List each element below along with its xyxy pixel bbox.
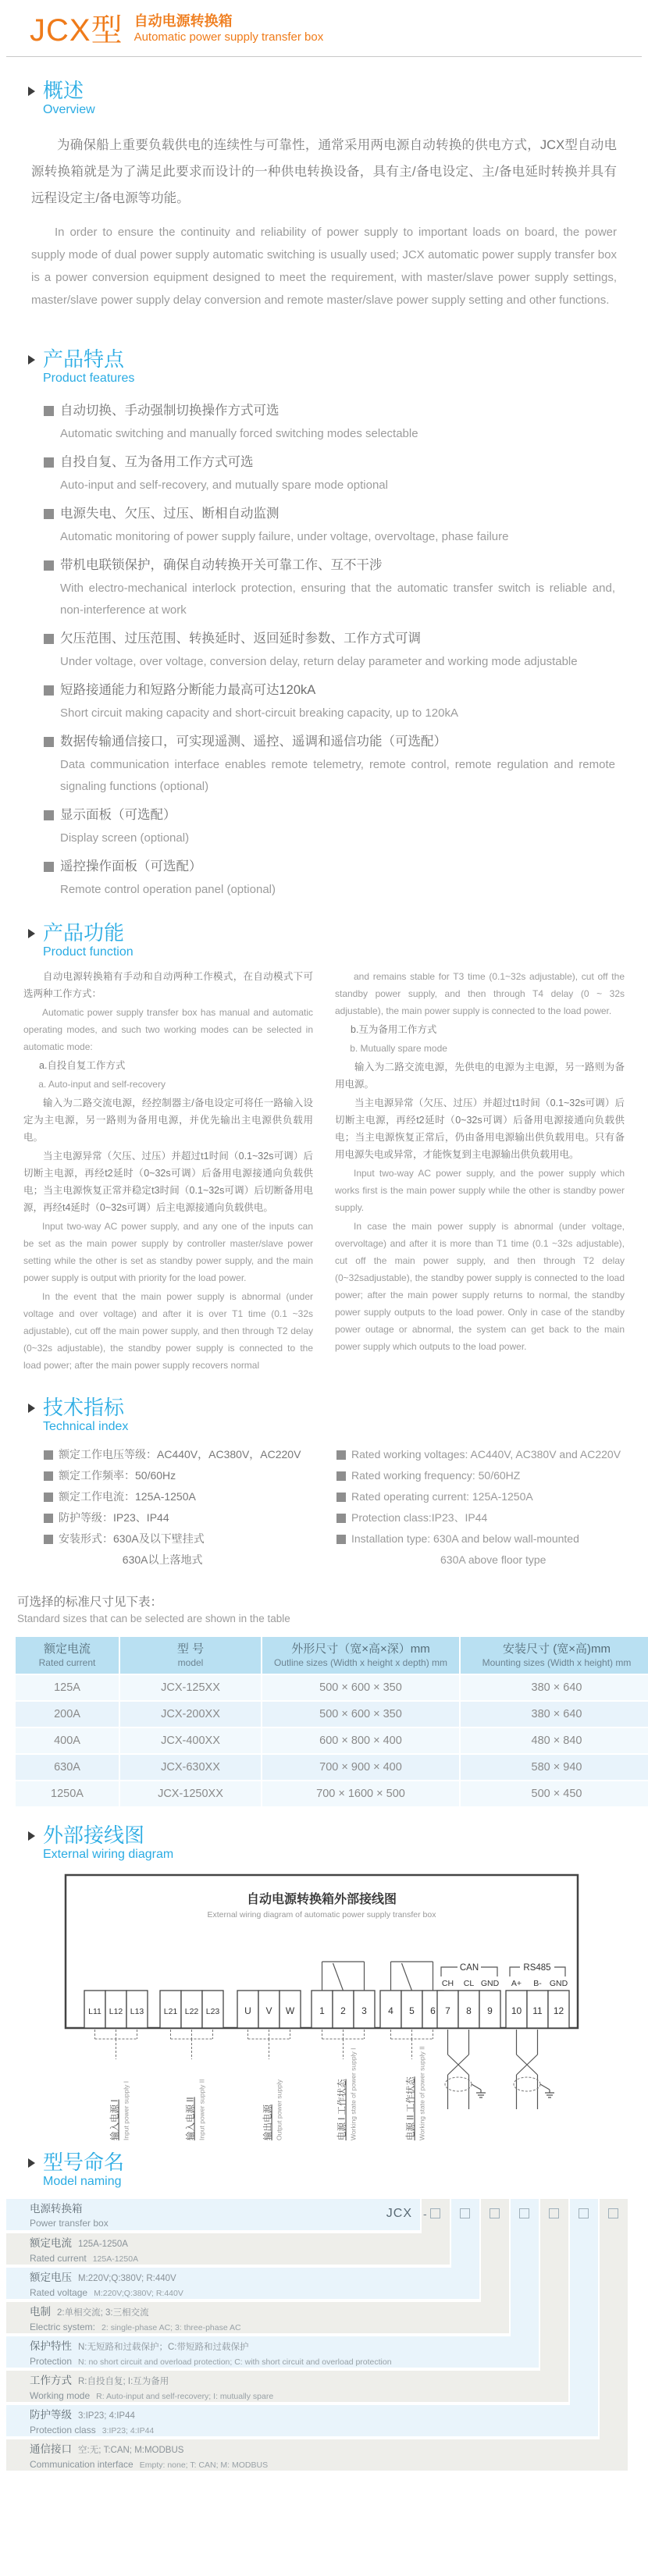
sizes-table-cell: 580 × 940: [461, 1755, 648, 1780]
naming-row-en-label: Working mode: [30, 2390, 91, 2401]
square-bullet-icon: [44, 457, 54, 468]
feature-text-en: With electro-mechanical interlock protection, ensuring that the automatic transfer switch is reliable and, non-interference at work: [60, 582, 615, 617]
naming-row-en-label: Protection: [30, 2356, 73, 2367]
naming-row-zh-label: 工作方式: [30, 2375, 72, 2386]
sizes-table-cell: 400A: [16, 1728, 119, 1753]
function-paragraph: b. Mutually spare mode: [350, 1043, 447, 1054]
square-bullet-icon: [44, 560, 54, 571]
function-title-en: Product function: [43, 945, 134, 959]
feature-line-zh: [44, 450, 620, 475]
sizes-header-zh: 型 号: [176, 1642, 205, 1656]
naming-row-en: [30, 2321, 509, 2333]
rs485-pin-label: GND: [549, 1979, 568, 1988]
naming-column-stripe: [540, 2199, 568, 2402]
sizes-table-cell: 380 × 640: [461, 1702, 648, 1727]
naming-row-zh-desc: 2:单相交流; 3:三相交流: [57, 2308, 149, 2318]
square-bullet-icon: [44, 509, 54, 519]
tech-index-item: [336, 1507, 629, 1528]
sizes-table-cell: 380 × 640: [461, 1675, 648, 1700]
square-bullet-icon: [336, 1450, 346, 1460]
tech-index-subtext: 630A above floor type: [440, 1553, 547, 1566]
tech-index-text: 额定工作频率：50/60Hz: [59, 1469, 176, 1482]
sizes-table-body: [16, 1675, 648, 1806]
naming-row: [6, 2199, 420, 2230]
wiring-group-label-en: Output power supply: [275, 2080, 283, 2140]
wiring-group-label-en: Input power supply II: [198, 2079, 206, 2140]
feature-line-zh: [44, 553, 620, 578]
wiring-group-label-en: Input power supply I: [122, 2080, 130, 2140]
terminal-label: 2: [340, 2005, 346, 2016]
naming-row-en: [30, 2217, 420, 2229]
naming-placeholder-box: [519, 2208, 529, 2218]
naming-dash: -: [423, 2208, 427, 2220]
tech-columns: [44, 1444, 629, 1571]
tech-column-en: [336, 1444, 629, 1571]
square-bullet-icon: [44, 634, 54, 644]
sizes-header-en: Rated current: [38, 1657, 96, 1668]
naming-row-en-desc: M:220V;Q:380V; R:440V: [94, 2289, 183, 2298]
naming-placeholder-box: [549, 2208, 559, 2218]
wiring-group-label-zh: 电源 I 工作状态: [337, 2079, 347, 2140]
feature-line-zh: [44, 502, 620, 526]
feature-text-en: Under voltage, over voltage, conversion delay, return delay parameter and working mode adjustable: [60, 655, 578, 668]
sizes-table-cell: 1250A: [16, 1781, 119, 1806]
naming-row: [6, 2336, 539, 2368]
function-columns: [23, 968, 625, 1375]
function-paragraph: In case the main power supply is abnormal (under voltage, overvoltage) and after it is more than T1 time (0.1 ~32s adjustable), cut off the main power supply, and then through T2 delay (0~32sadjustable), the standby power supply is connected to the load power; after the main power supply returns to normal, the standby power supply outputs to the load power. Only in case of the standby power outage or abnormal, the system can get back to the main power supply which outputs to the load power.: [335, 1221, 625, 1352]
function-paragraph: b.互为备用工作方式: [351, 1024, 437, 1035]
feature-line-zh: [44, 627, 620, 651]
feature-text-zh: 欠压范围、过压范围、转换延时、返回延时参数、工作方式可调: [60, 632, 421, 646]
can-bracket: [481, 1967, 497, 1976]
terminal-label: L23: [205, 2007, 220, 2016]
tech-index-item: [44, 1465, 336, 1486]
feature-line-zh: [44, 730, 620, 754]
square-bullet-icon: [44, 1514, 53, 1523]
feature-line-zh: [44, 803, 620, 827]
naming-column-stripe: [570, 2199, 598, 2436]
naming-row-en-label: Rated current: [30, 2253, 87, 2264]
features-title-zh: 产品特点: [43, 347, 125, 371]
section-arrow-icon: [28, 1404, 35, 1413]
terminal-label: 11: [532, 2005, 543, 2016]
terminal-label: 10: [511, 2005, 522, 2016]
sizes-table-cell: 200A: [16, 1702, 119, 1727]
naming-row-zh-label: 保护特性: [30, 2340, 72, 2352]
naming-row-en: [30, 2355, 539, 2368]
section-naming-header: [0, 2151, 648, 2190]
can-pin-label: CH: [441, 1979, 454, 1988]
feature-text-zh: 带机电联锁保护，确保自动转换开关可靠工作、互不干涉: [60, 558, 383, 572]
overview-paragraph-en: In order to ensure the continuity and reliability of power supply to important loads on board, the power supply mode of dual power supply automatic switching is usually used; JCX automatic power supply transfer box is a power conversion equipment designed to meet the requirement, with master/slave power supply settings, master/slave power supply delay conversion and remote master/slave power supply setting and other functions.: [31, 226, 617, 307]
naming-row: [6, 2268, 479, 2299]
sizes-table-head: [16, 1637, 648, 1674]
terminal-label: 6: [430, 2005, 436, 2016]
naming-row-zh-label: 额定电压: [30, 2272, 72, 2283]
tech-index-text: Protection class:IP23、IP44: [351, 1511, 488, 1524]
naming-row-zh-label: 电源转换箱: [30, 2203, 83, 2215]
terminal-label: V: [265, 2005, 272, 2016]
section-arrow-icon: [28, 1831, 35, 1841]
tech-index-item: [336, 1528, 629, 1550]
sizes-table-cell: 700 × 1600 × 500: [262, 1781, 459, 1806]
square-bullet-icon: [44, 1493, 53, 1502]
sizes-table-header: [16, 1637, 119, 1674]
function-paragraph: 当主电源异常（欠压、过压）并超过t1时间（0.1~32s可调）后切断主电源，再经t2延时（0~32s可调）后备用电源接通向负载供电；当主电源恢复正常后，仍由备用电源输出供负载用电。只有备用电源失电或异常，才能恢复到主电源输出供负载用电。: [335, 1098, 625, 1160]
terminal-label: L21: [163, 2007, 178, 2016]
sizes-table: [14, 1635, 648, 1808]
feature-text-zh: 自投自复、互为备用工作方式可选: [60, 455, 254, 469]
contact-blade: [333, 1963, 344, 1991]
table-row: [16, 1755, 648, 1780]
naming-row-zh-desc: 3:IP23; 4:IP44: [78, 2411, 135, 2421]
terminal-label: 5: [409, 2005, 415, 2016]
feature-item: [44, 803, 620, 849]
feature-item: [44, 627, 620, 673]
sizes-table-cell: 500 × 450: [461, 1781, 648, 1806]
feature-line-zh: [44, 678, 620, 703]
naming-row-zh-desc: 125A-1250A: [78, 2240, 128, 2249]
naming-title-en: Model naming: [43, 2175, 122, 2188]
feature-text-zh: 显示面板（可选配）: [60, 808, 176, 822]
section-function-header: [0, 921, 648, 960]
sizes-table-cell: 500 × 600 × 350: [262, 1675, 459, 1700]
terminal-label: 7: [445, 2005, 450, 2016]
naming-row: [6, 2439, 628, 2471]
naming-row-zh: [30, 2442, 628, 2458]
naming-column-stripe: [481, 2199, 509, 2333]
feature-line-zh: [44, 399, 620, 423]
square-bullet-icon: [44, 1471, 53, 1481]
model-naming-ladder: [0, 2199, 648, 2474]
terminal-label: 1: [319, 2005, 325, 2016]
wiring-diagram-container: [0, 1869, 648, 2147]
terminal-label: 4: [388, 2005, 393, 2016]
sizes-table-cell: JCX-200XX: [120, 1702, 261, 1727]
table-row: [16, 1702, 648, 1727]
terminal-label: 12: [553, 2005, 564, 2016]
feature-text-zh: 电源失电、欠压、过压、断相自动监测: [60, 507, 279, 521]
function-paragraph: 输入为二路交流电源，经控制器主/备电设定可将任一路输入设定为主电源，另一路则为备用电源，并优先输出主电源供负载用电。: [23, 1098, 313, 1143]
rs485-bracket: [510, 1967, 520, 1976]
function-paragraph: Input two-way AC power supply, and any one of the inputs can be set as the main power supply by controller master/slave power setting while the other is set as standby power supply, and the main power supply is output with priority for the load power.: [23, 1221, 313, 1283]
naming-row-zh-label: 通信接口: [30, 2443, 72, 2455]
function-paragraph: In the event that the main power supply is abnormal (under voltage and over voltage) and after it is over T1 time (0.1 ~32s adjustable), cut off the main power supply, and then through T2 delay (0~32s adjustable), the standby power supply is connected to the load power; after the main power supply recovers normal: [23, 1291, 313, 1371]
table-row: [16, 1675, 648, 1700]
contact-symbol: [391, 1962, 433, 1991]
page-header: [0, 0, 648, 46]
naming-row-zh-desc: R:自投自复; I:互为备用: [78, 2377, 169, 2386]
table-row: [16, 1781, 648, 1806]
can-pin-label: CL: [463, 1979, 475, 1988]
section-overview-header: [0, 79, 648, 118]
product-model-title: JCX型: [30, 13, 123, 48]
function-paragraph: and remains stable for T3 time (0.1~32s adjustable), cut off the standby power supply, and then through T4 delay (0 ~ 32s adjustable), the main power supply is connected to the load power.: [335, 971, 625, 1016]
feature-item: [44, 553, 620, 621]
naming-row-en-desc: 2: single-phase AC; 3: three-phase AC: [101, 2323, 241, 2332]
tech-index-subtext: 630A以上落地式: [122, 1553, 203, 1566]
function-paragraph: a.自投自复工作方式: [39, 1060, 126, 1071]
wiring-box-title-en: External wiring diagram of automatic power supply transfer box: [207, 1910, 436, 1920]
sizes-table-cell: 500 × 600 × 350: [262, 1702, 459, 1727]
feature-text-en: Automatic monitoring of power supply failure, under voltage, overvoltage, phase failure: [60, 530, 509, 543]
wiring-group-label-en: Working state of power supply I: [349, 2048, 358, 2140]
feature-text-zh: 自动切换、手动强制切换操作方式可选: [60, 404, 279, 418]
naming-placeholder-box: [430, 2208, 440, 2218]
sizes-header-zh: 额定电流: [43, 1642, 91, 1656]
feature-item: [44, 855, 620, 901]
naming-row-en: [30, 2424, 598, 2436]
sizes-header-zh: 外形尺寸（宽×高×深）mm: [291, 1642, 430, 1656]
wiring-diagram-svg: [0, 1869, 648, 2144]
wiring-group-label-zh: 输入电源 II: [186, 2097, 196, 2140]
naming-row-zh-label: 防护等级: [30, 2409, 72, 2421]
function-paragraph: Input two-way AC power supply, and the power supply which works first is the main power supply while the other is standby power supply.: [335, 1168, 625, 1213]
naming-row-en-label: Power transfer box: [30, 2218, 109, 2229]
feature-text-zh: 短路接通能力和短路分断能力最高可达120kA: [60, 683, 316, 697]
rs485-label: RS485: [523, 1963, 551, 1973]
feature-text-zh: 数据传输通信接口，可实现遥测、遥控、遥调和遥信功能（可选配）: [60, 735, 447, 749]
square-bullet-icon: [44, 862, 54, 872]
tech-index-text: 额定工作电流：125A-1250A: [59, 1490, 196, 1503]
table-row: [16, 1728, 648, 1753]
sizes-table-cell: 480 × 840: [461, 1728, 648, 1753]
naming-row-en-label: Communication interface: [30, 2459, 134, 2470]
naming-row-en-desc: N: no short circuit and overload protection; C: with short circuit and overload protection: [78, 2357, 392, 2367]
section-arrow-icon: [28, 87, 35, 96]
naming-row-zh: [30, 2339, 539, 2355]
sizes-header-en: model: [177, 1657, 204, 1668]
function-paragraph: Automatic power supply transfer box has manual and automatic operating modes, and such two working modes can be selected in automatic mode:: [23, 1007, 313, 1052]
feature-text-en: Display screen (optional): [60, 831, 190, 845]
sizes-table-header: [262, 1637, 459, 1674]
sizes-note-en: Standard sizes that can be selected are shown in the table: [17, 1613, 290, 1624]
terminal-label: 9: [487, 2005, 493, 2016]
wiring-title-en: External wiring diagram: [43, 1848, 174, 1861]
feature-line-zh: [44, 855, 620, 879]
square-bullet-icon: [336, 1514, 346, 1523]
naming-row-zh-desc: N:无短路和过载保护；C:带短路和过载保护: [78, 2343, 249, 2352]
tech-index-text: Rated working frequency: 50/60HZ: [351, 1469, 521, 1482]
tech-index-item: [44, 1528, 336, 1550]
rs485-pin-label: A+: [511, 1979, 522, 1988]
naming-row-zh: [30, 2304, 509, 2321]
twisted-pair-wires: [517, 2030, 538, 2109]
sizes-table-cell: 125A: [16, 1675, 119, 1700]
section-features-header: [0, 347, 648, 386]
wiring-group-label-en: Working state of power supply II: [418, 2046, 426, 2140]
function-paragraph: a. Auto-input and self-recovery: [38, 1079, 166, 1090]
ground-symbol: [540, 2084, 554, 2097]
can-bracket: [441, 1967, 458, 1976]
square-bullet-icon: [44, 1535, 53, 1544]
wiring-box-title-zh: 自动电源转换箱外部接线图: [246, 1893, 397, 1906]
naming-row-en: [30, 2458, 628, 2471]
function-column-left: [23, 968, 313, 1375]
tech-index-item: [44, 1507, 336, 1528]
tech-index-item: [336, 1444, 629, 1465]
header-divider: [6, 56, 642, 57]
terminal-label: 8: [466, 2005, 472, 2016]
naming-row-zh-desc: 空:无; T:CAN; M:MODBUS: [78, 2446, 184, 2455]
sizes-table-cell: JCX-400XX: [120, 1728, 261, 1753]
naming-title-zh: 型号命名: [43, 2151, 125, 2174]
naming-row-zh: [30, 2236, 450, 2252]
contact-symbol: [322, 1962, 365, 1991]
rs485-bracket: [554, 1967, 565, 1976]
naming-row-en-desc: 125A-1250A: [92, 2254, 139, 2264]
naming-row-en-desc: Empty: none; T: CAN; M: MODBUS: [139, 2460, 269, 2470]
naming-placeholder-box: [490, 2208, 500, 2218]
naming-row-en-label: Rated voltage: [30, 2287, 88, 2298]
feature-item: [44, 502, 620, 548]
naming-row-zh: [30, 2373, 568, 2389]
naming-row-zh-label: 额定电流: [30, 2237, 72, 2249]
naming-row-en: [30, 2286, 479, 2299]
naming-column-stripe: [600, 2199, 628, 2471]
tech-title-en: Technical index: [43, 1420, 129, 1433]
naming-row: [6, 2233, 450, 2265]
naming-row-en-desc: 3:IP23; 4:IP44: [101, 2426, 155, 2435]
naming-row-en: [30, 2252, 450, 2265]
shield-ellipse: [514, 2077, 540, 2091]
naming-row-zh-desc: M:220V;Q:380V; R:440V: [78, 2274, 176, 2283]
tech-index-text: Installation type: 630A and below wall-mounted: [351, 1532, 579, 1545]
tech-index-text: 防护等级：IP23、IP44: [59, 1511, 169, 1524]
ground-symbol: [472, 2084, 486, 2097]
sizes-table-cell: JCX-1250XX: [120, 1781, 261, 1806]
product-title-en: Automatic power supply transfer box: [134, 30, 324, 44]
sizes-table-header: [120, 1637, 261, 1674]
section-arrow-icon: [28, 2158, 35, 2168]
naming-prefix: JCX: [386, 2207, 412, 2220]
naming-row-zh: [30, 2201, 420, 2217]
feature-text-en: Short circuit making capacity and short-circuit breaking capacity, up to 120kA: [60, 706, 458, 720]
sizes-table-header: [461, 1637, 648, 1674]
wiring-group-label-zh: 电源 II 工作状态: [406, 2076, 416, 2140]
feature-text-en: Automatic switching and manually forced switching modes selectable: [60, 427, 418, 440]
square-bullet-icon: [44, 1450, 53, 1460]
terminal-label: L13: [130, 2007, 144, 2016]
can-label: CAN: [459, 1963, 479, 1973]
terminal-label: L12: [109, 2007, 123, 2016]
rs485-pin-label: B-: [533, 1979, 542, 1988]
product-title-block: [134, 12, 324, 46]
sizes-table-cell: 600 × 800 × 400: [262, 1728, 459, 1753]
sizes-table-cell: 700 × 900 × 400: [262, 1755, 459, 1780]
naming-row: [6, 2371, 568, 2402]
naming-row: [6, 2405, 598, 2436]
section-arrow-icon: [28, 355, 35, 365]
square-bullet-icon: [44, 810, 54, 820]
wiring-group-label-zh: 输出电源: [263, 2105, 273, 2140]
naming-placeholder-box: [579, 2208, 589, 2218]
contact-blade: [402, 1963, 412, 1991]
overview-title-zh: 概述: [43, 79, 84, 102]
terminal-label: L11: [88, 2007, 101, 2016]
function-paragraph: 当主电源异常（欠压、过压）并超过t1时间（0.1~32s可调）后切断主电源，再经t2延时（0~32s可调）后备用电源接通向负载供电；当主电源恢复正常并稳定t3时间（0.1~32s可调）后切断备用电源，再经t4延时（0~32s可调）后主电源接通向负载供电。: [23, 1151, 313, 1213]
square-bullet-icon: [44, 685, 54, 696]
terminal-label: L22: [184, 2007, 199, 2016]
naming-placeholder-box: [460, 2208, 470, 2218]
tech-index-item: [336, 1465, 629, 1486]
function-title-zh: 产品功能: [43, 921, 125, 945]
sizes-table-cell: JCX-630XX: [120, 1755, 261, 1780]
sizes-note-zh: 可选择的标准尺寸见下表：: [17, 1596, 163, 1609]
square-bullet-icon: [336, 1471, 346, 1481]
function-paragraph: 输入为二路交流电源，先供电的电源为主电源，另一路则为备用电源。: [335, 1062, 625, 1090]
function-column-right: [335, 968, 625, 1375]
sizes-header-en: Outline sizes (Width x height x depth) mm: [273, 1657, 448, 1668]
feature-item: [44, 678, 620, 724]
overview-title-en: Overview: [43, 103, 95, 116]
naming-row: [6, 2302, 509, 2333]
square-bullet-icon: [336, 1493, 346, 1502]
terminal-label: W: [285, 2005, 295, 2016]
naming-row-en-desc: R: Auto-input and self-recovery; I: mutually spare: [96, 2392, 274, 2401]
terminal-label: U: [244, 2005, 251, 2016]
tech-index-text: Rated working voltages: AC440V, AC380V and AC220V: [351, 1448, 621, 1461]
square-bullet-icon: [44, 737, 54, 747]
feature-text-en: Data communication interface enables remote telemetry, remote control, remote regulation and remote signaling functions (optional): [60, 758, 615, 793]
can-pin-label: GND: [480, 1979, 500, 1988]
tech-index-item: [336, 1486, 629, 1507]
tech-column-zh: [44, 1444, 336, 1571]
naming-row-zh: [30, 2407, 598, 2424]
tech-index-text: Rated operating current: 125A-1250A: [351, 1490, 533, 1503]
sizes-header-en: Mounting sizes (Width x height) mm: [482, 1657, 632, 1668]
features-title-en: Product features: [43, 372, 135, 385]
wiring-title-zh: 外部接线图: [43, 1823, 145, 1847]
feature-item: [44, 730, 620, 798]
tech-index-text: 安装形式：630A及以下壁挂式: [59, 1532, 205, 1545]
overview-paragraph-zh: 为确保船上重要负载供电的连续性与可靠性，通常采用两电源自动转换的供电方式，JCX型自动电源转换箱就是为了满足此要求而设计的一种供电转换设备，具有主/备电设定、主/备电延时转换并具有远程设定主/备电源等功能。: [31, 138, 617, 205]
sizes-table-cell: 630A: [16, 1755, 119, 1780]
naming-column-stripe: [511, 2199, 539, 2368]
sizes-table-cell: JCX-125XX: [120, 1675, 261, 1700]
naming-row-en: [30, 2389, 568, 2402]
function-paragraph: 自动电源转换箱有手动和自动两种工作模式，在自动模式下可选两种工作方式：: [23, 971, 313, 999]
section-arrow-icon: [28, 929, 35, 938]
tech-index-item: [44, 1444, 336, 1465]
square-bullet-icon: [336, 1535, 346, 1544]
feature-item: [44, 450, 620, 496]
naming-row-en-label: Electric system:: [30, 2322, 96, 2332]
section-wiring-header: [0, 1823, 648, 1863]
naming-placeholder-box: [608, 2208, 618, 2218]
square-bullet-icon: [44, 406, 54, 416]
product-title-zh: 自动电源转换箱: [134, 13, 233, 29]
tech-title-zh: 技术指标: [43, 1396, 125, 1419]
terminal-label: 3: [361, 2005, 367, 2016]
features-list: [44, 399, 620, 901]
tech-index-item: [44, 1486, 336, 1507]
feature-item: [44, 399, 620, 445]
sizes-header-zh: 安装尺寸 (宽×高)mm: [503, 1642, 611, 1656]
naming-row-zh-label: 电制: [30, 2306, 51, 2318]
section-tech-header: [0, 1396, 648, 1435]
tech-index-text: 额定工作电压等级：AC440V，AC380V，AC220V: [59, 1448, 301, 1461]
naming-row-zh: [30, 2270, 479, 2286]
shield-ellipse: [445, 2077, 472, 2091]
feature-text-zh: 遥控操作面板（可选配）: [60, 859, 202, 873]
wiring-group-label-zh: 输入电源 I: [110, 2099, 120, 2140]
feature-text-en: Remote control operation panel (optional): [60, 883, 276, 896]
twisted-pair-wires: [448, 2030, 469, 2109]
feature-text-en: Auto-input and self-recovery, and mutually spare mode optional: [60, 479, 388, 492]
naming-row-en-label: Protection class: [30, 2425, 96, 2435]
